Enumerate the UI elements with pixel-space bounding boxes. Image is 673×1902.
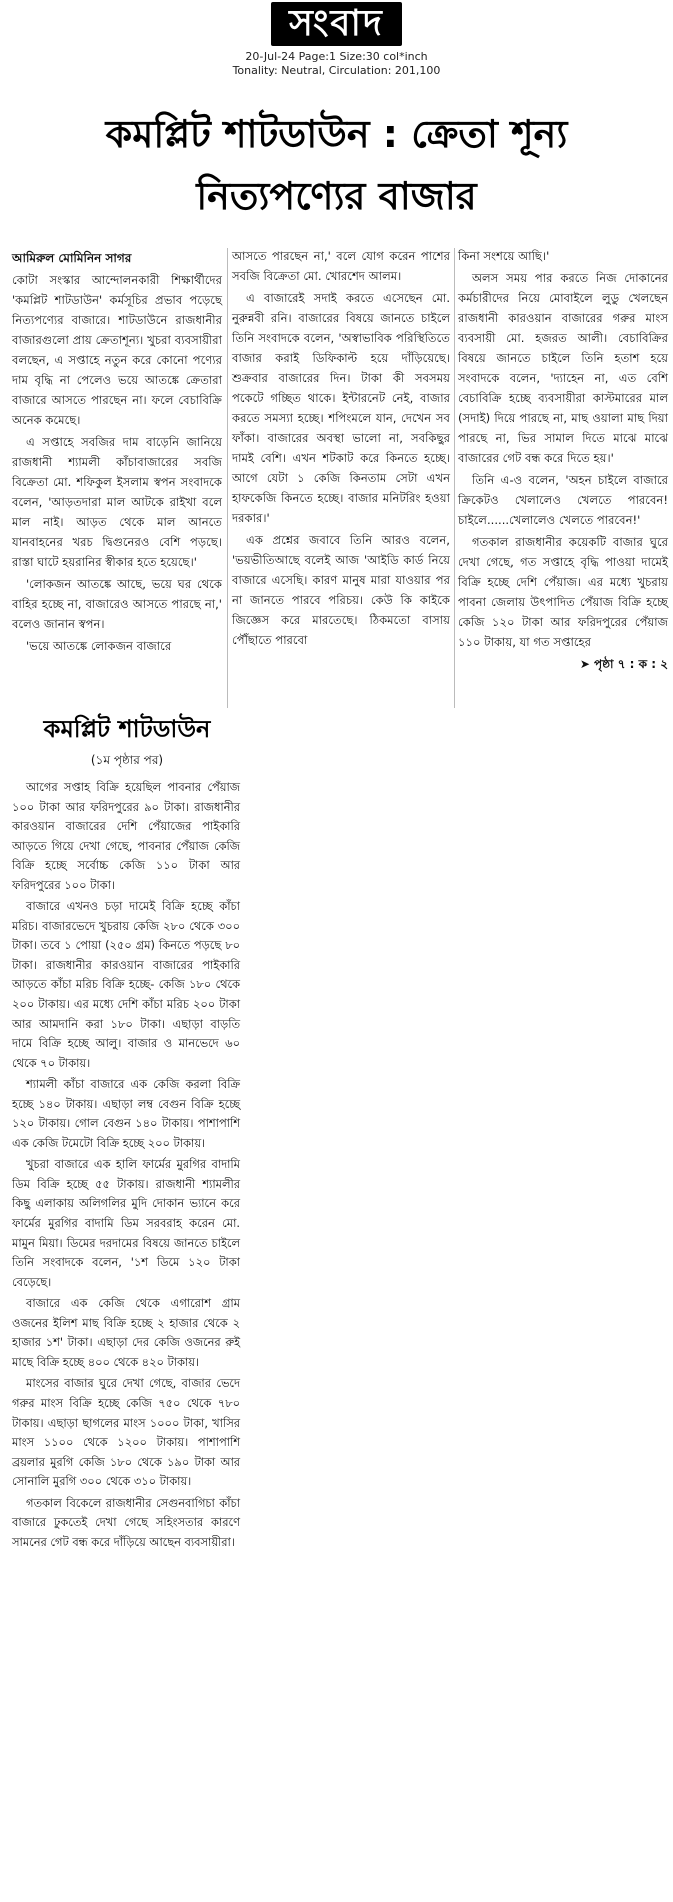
continued-on-page-marker: ➤ পৃষ্ঠা ৭ : ক : ২ <box>579 657 668 671</box>
article-column-1 <box>12 248 222 658</box>
paragraph: শ্যামলী কাঁচা বাজারে এক কেজি করলা বিক্রি হচ্ছে ১৪০ টাকায়। এছাড়া লম্ব বেগুন বিক্রি হচ্ছে ১২০ টাকায়। গোল বেগুন ১৪০ টাকায়। পাশাপাশি এক কেজি টমেটো বিক্রি হচ্ছে ২০০ টাকায়। <box>12 1077 240 1150</box>
headline-line-1: কমপ্লিট শাটডাউন : ক্রেতা শূন্য <box>105 112 568 156</box>
paragraph: আগের সপ্তাহ বিক্রি হয়েছিল পাবনার পেঁয়াজ ১০০ টাকা আর ফরিদপুরের ৯০ টাকা। রাজধানীর কারওয়ান বাজারের দেশি পেঁয়াজের পাইকারি আড়তে গিয়ে দেখা গেছে, পাবনার পেঁয়াজ কেজি বিক্রি হচ্ছে সর্বোচ্চ কেজি ১১০ টাকা আর ফরিদপুরের ১০০ টাকা। <box>12 780 240 892</box>
continuation-column <box>12 778 240 1554</box>
paragraph: তিনি এ-ও বলেন, 'অহন চাইলে বাজারে ক্রিকেটও খেলালেও খেলতে পারবেন! চাইলে......খেলালেও খেলতে পারবেন!' <box>458 473 668 527</box>
paragraph: 'লোকজন আতঙ্কে আছে, ভয়ে ঘর থেকে বাহির হচ্ছে না, বাজারেও আসতে পারছে না,' বলেও জানান স্বপন। <box>12 577 222 631</box>
continuation-subtitle: (১ম পৃষ্ঠার পর) <box>90 753 164 767</box>
headline-line-2: নিত্যপণ্যের বাজার <box>196 174 477 218</box>
paragraph: বাজারে এক কেজি থেকে এগারোশ গ্রাম ওজনের ইলিশ মাছ বিক্রি হচ্ছে ২ হাজার থেকে ২ হাজার ১শ' টাকা। এছাড়া দের কেজি ওজনের রুই মাছে বিক্রি হচ্ছে ৪০০ থেকে ৪২০ টাকায়। <box>12 1296 240 1369</box>
byline: আমিরুল মোমিনিন সাগর <box>12 251 132 265</box>
column-divider <box>227 248 228 708</box>
paragraph: এ বাজারেই সদাই করতে এসেছেন মো. নুরুন্নবী রনি। বাজারের বিষয়ে জানতে চাইলে তিনি সংবাদকে বলেন, 'অস্বাভাবিক পরিস্থিতিতে বাজার করাই ডিফিকাল্ট হয়ে দাঁড়িয়েছে। শুক্রবার বাজারের দিন। টাকা কী সবসময় পকেটে গচ্ছিত থাকে। ইন্টারনেট নেই, বাজার করতে সমস্যা হচ্ছে। শপিংমলে যান, দেখেন সব ফাঁকা। বাজারের অবস্থা ভালো না, সবকিছুর দামই বেশি। এখন শটকাট করে কিনতে হচ্ছে। আগে যেটা ১ কেজি কিনতাম সেটা এখন হাফকেজি কিনতে হচ্ছে। বাজার মনিটরিং হওয়া দরকার।' <box>232 291 450 525</box>
paragraph: বাজারে এখনও চড়া দামেই বিক্রি হচ্ছে কাঁচা মরিচ। বাজারভেদে খুচরায় কেজি ২৮০ থেকে ৩০০ টাকা। তবে ১ পোয়া (২৫০ গ্রম) কিনতে পড়ছে ৮০ টাকা। রাজধানীর কারওয়ান বাজারের পাইকারি আড়তে কাঁচা মরিচ বিক্রি হচ্ছে- কেজি ১৮০ থেকে ২০০ টাকায়। এর মধ্যে দেশি কাঁচা মরিচ ২০০ টাকা আর আমদানি করা ১৮০ টাকা। এছাড়া বাড়তি দামে বিক্রি হচ্ছে আলু। বাজার ও মানভেদে ৬০ থেকে ৭০ টাকায়। <box>12 899 240 1070</box>
continuation-title: কমপ্লিট শাটডাউন <box>43 715 211 743</box>
paragraph: এক প্রশ্নের জবাবে তিনি আরও বলেন, 'ভয়ভীতিআছে বলেই আজ 'আইডি কার্ড নিয়ে বাজারে এসেছি। কারণ মানুষ মারা যাওয়ার পর না জানতে পারবে পরিচয়। কেউ কি কাইকে জিজ্ঞেস করে মারতেছে। ঠিকমতো বাসায় পৌঁছাতে পারবো <box>232 533 450 647</box>
paragraph: গতকাল রাজধানীর কয়েকটি বাজার ঘুরে দেখা গেছে, গত সপ্তাহে বৃদ্ধি পাওয়া দামেই বিক্রি হচ্ছে দেশি পেঁয়াজ। এর মধ্যে খুচরায় পাবনা জেলায় উৎপাদিত পেঁয়াজ বিক্রি হচ্ছে কেজি ১২০ টাকা আর ফরিদপুরের পেঁয়াজ ১১০ টাকায়, যা গত সপ্তাহের <box>458 535 668 649</box>
article-column-2 <box>232 246 450 652</box>
paragraph: মাংসের বাজার ঘুরে দেখা গেছে, বাজার ভেদে গরুর মাংস বিক্রি হচ্ছে কেজি ৭৫০ থেকে ৭৮০ টাকায়। এছাড়া ছাগলের মাংস ১০০০ টাকা, খাসির মাংস ১১০০ থেকে ১২০০ টাকায়। পাশাপাশি ব্রয়লার মুরগি কেজি ১৮০ থেকে ১৯০ টাকা আর সোনালি মুরগি ৩০০ থেকে ৩১০ টাকায়। <box>12 1376 240 1489</box>
paragraph: অলস সময় পার করতে নিজ দোকানের কর্মচারীদের নিয়ে মোবাইলে লুডু খেলছেন রাজধানী কারওয়ান বাজারের গরুর মাংস ব্যবসায়ী মো. হজরত আলী। বেচাবিক্রির বিষয়ে জানতে চাইলে তিনি হতাশ হয়ে সংবাদকে বলেন, 'দ্যাহেন না, এত বেশি বেচাবিক্রি হচ্ছে ব্যবসায়ীরা কাস্টমারের মাল (সদাই) দিয়ে পারছে না, মাছ ওয়ালা মাছ দিয়া পারছে না, ভির সামাল দিতে মাঝে মাঝে বাজারের গেট বন্ধ করে দিতে হয়।' <box>458 271 668 465</box>
clipping-meta-date-size: 20-Jul-24 Page:1 Size:30 col*inch <box>245 50 428 63</box>
paragraph: খুচরা বাজারে এক হালি ফার্মের মুরগির বাদামি ডিম বিক্রি হচ্ছে ৫৫ টাকায়। রাজধানী শ্যামলীর কিছু এলাকায় অলিগলির মুদি দোকান ভ্যানে করে ফার্মের মুরগির বাদামি ডিম সরবরাহ করেন মো. মামুন মিয়া। ডিমের দরদামের বিষয়ে জানতে চাইলে তিনি সংবাদকে বলেন, '১শ ডিমে ১২০ টাকা বেড়েছে। <box>12 1157 240 1289</box>
clipping-meta-tonality: Tonality: Neutral, Circulation: 201,100 <box>232 64 441 77</box>
column-divider <box>454 248 455 708</box>
paragraph: কোটা সংস্কার আন্দোলনকারী শিক্ষার্থীদের 'কমপ্লিট শাটডাউন' কর্মসূচির প্রভাব পড়েছে নিত্যপণ্যের বাজারে। শাটডাউনে রাজধানীর বাজারগুলো প্রায় ক্রেতাশূন্য। খুচরা ব্যবসায়ীরা বলছেন, এ সপ্তাহে নতুন করে কোনো পণ্যের দাম বৃদ্ধি না পেলেও ভয়ে আতঙ্কে ক্রেতারা বাজারে আসতে পারছেন না। ফলে বেচাবিক্রি অনেক কমেছে। <box>12 273 222 427</box>
paragraph: আসতে পারছেন না,' বলে যোগ করেন পাশের সবজি বিক্রেতা মো. খোরশেদ আলম। <box>232 249 450 283</box>
paragraph: 'ভয়ে আতঙ্কে লোকজন বাজারে <box>26 639 172 653</box>
paragraph: এ সপ্তাহে সবজির দাম বাড়েনি জানিয়ে রাজধানী শ্যামলী কাঁচাবাজারের সবজি বিক্রেতা মো. শফিকুল ইসলাম স্বপন সংবাদকে বলেন, 'আড়তদারা মাল আটকে রাইখা বলে মাল নাই। আড়ত থেকে মাল আনতে যানবাহনের খরচ দ্বিগুনেরও বেশি পড়ছে। রাস্তা ঘাটে হয়রানির স্বীকার হতে হয়েছে।' <box>12 435 222 569</box>
paragraph: গতকাল বিকেলে রাজধানীর সেগুনবাগিচা কাঁচা বাজারে ঢুকতেই দেখা গেছে সহিংসতার কারণে সামনের গেট বন্ধ করে দাঁড়িয়ে আছেন ব্যবসায়ীরা। <box>12 1495 240 1549</box>
paragraph: কিনা সংশয়ে আছি।' <box>458 249 550 263</box>
masthead <box>0 2 673 46</box>
article-column-3 <box>458 246 668 674</box>
newspaper-logo: সংবাদ <box>271 2 402 46</box>
